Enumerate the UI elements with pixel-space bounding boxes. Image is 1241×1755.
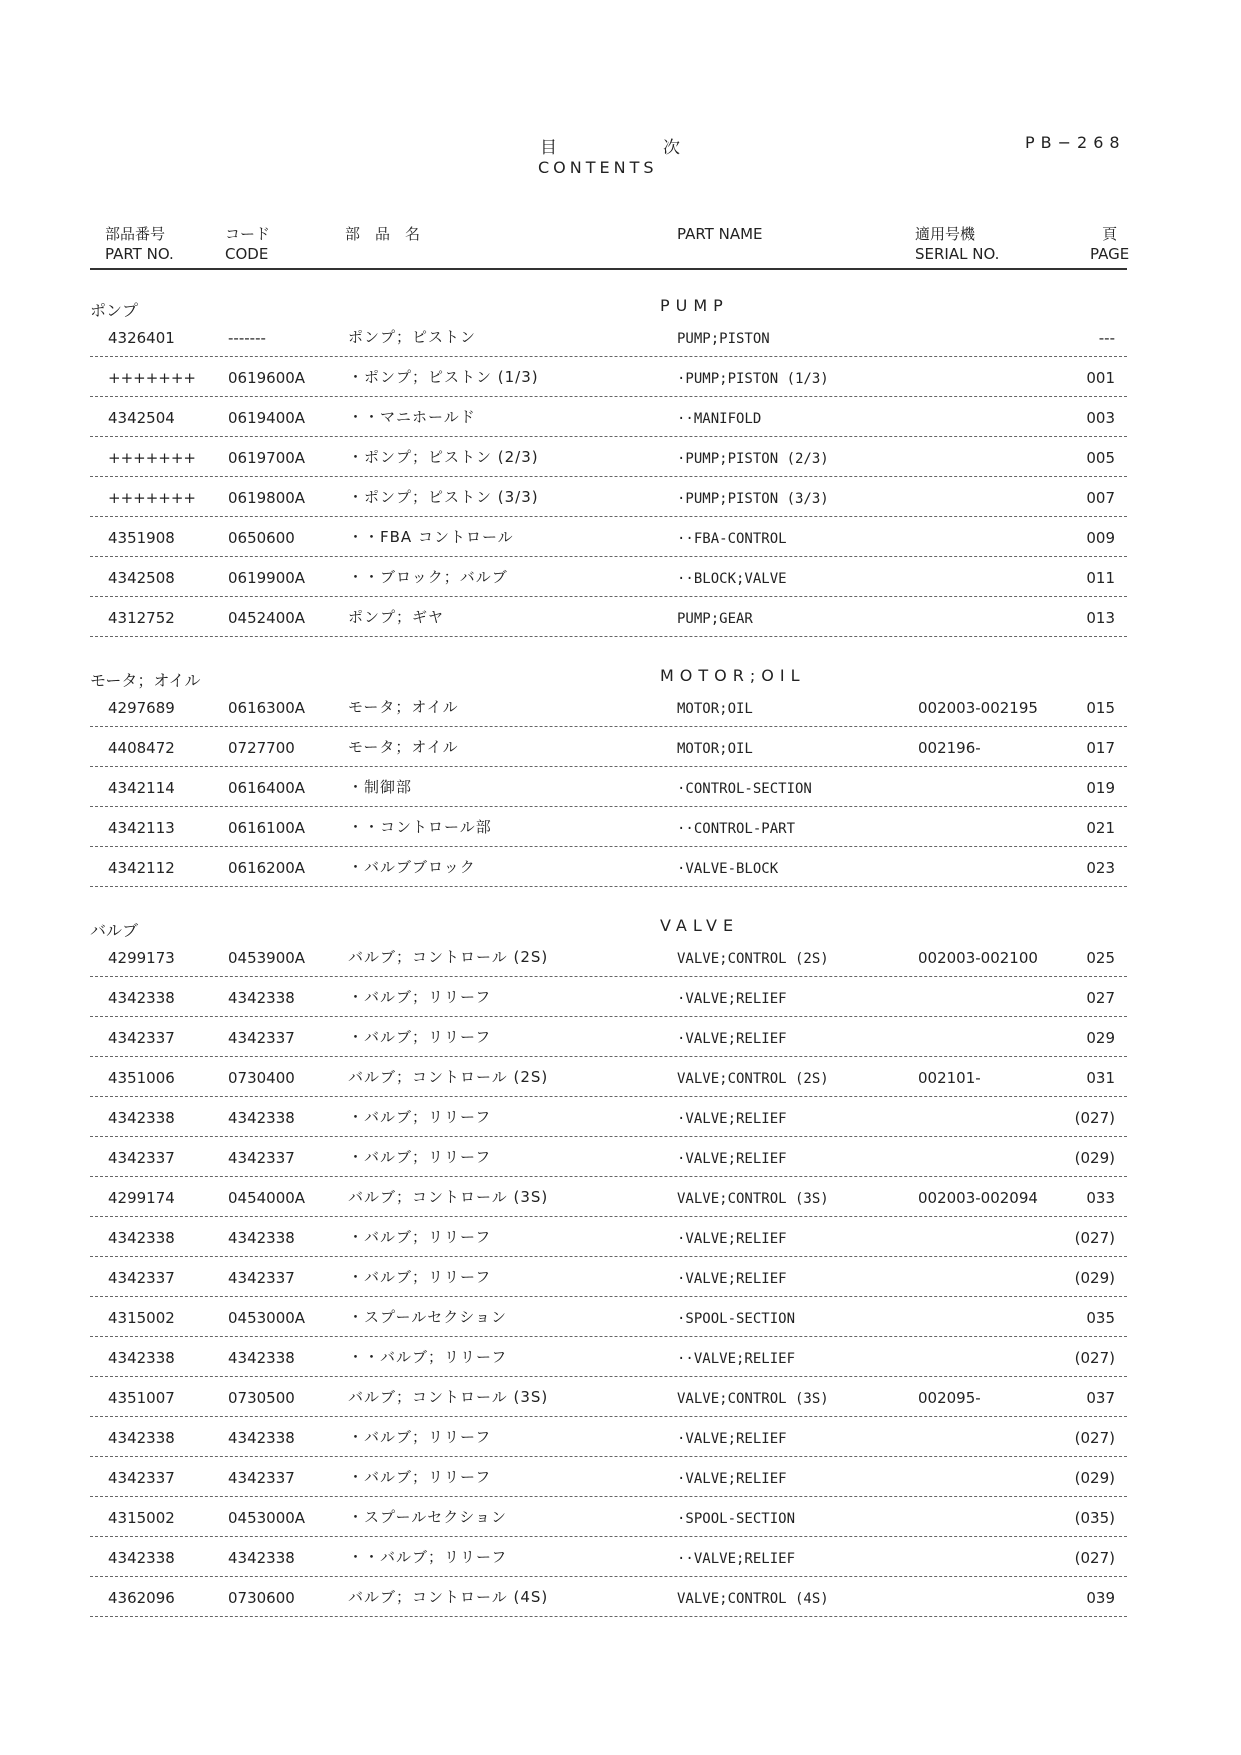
part-name-ja: ・・コントロール部 xyxy=(348,818,492,836)
col-head-name-en xyxy=(677,224,763,244)
part-code: 0619900A xyxy=(228,569,306,587)
part-code: 0619600A xyxy=(228,369,306,387)
part-code: 0616400A xyxy=(228,779,306,797)
part-code: 0453900A xyxy=(228,949,306,967)
page-ref: 009 xyxy=(1086,529,1115,547)
part-name-ja: ポンプ；ピストン xyxy=(348,328,477,346)
part-name-ja: モータ；オイル xyxy=(348,698,459,716)
table-row xyxy=(90,936,1127,977)
part-name-ja: ・バルブ；リリーフ xyxy=(348,1028,492,1046)
section-title-ja-motor: モータ；オイル xyxy=(90,671,201,690)
part-name-ja: ・・バルブ；リリーフ xyxy=(348,1548,508,1566)
part-code: 0616200A xyxy=(228,859,306,877)
part-name-en: MOTOR;OIL xyxy=(677,741,753,757)
part-name-ja: ・・バルブ；リリーフ xyxy=(348,1348,508,1366)
part-number: 4315002 xyxy=(108,1309,175,1327)
table-row xyxy=(90,806,1127,847)
header-rule xyxy=(90,268,1127,270)
table-row xyxy=(90,766,1127,807)
part-name-en: PUMP;GEAR xyxy=(677,611,753,627)
section-title-en-valve: VALVE xyxy=(660,916,740,935)
section-title-ja-valve: バルブ xyxy=(90,921,139,940)
page-ref: 001 xyxy=(1086,369,1115,387)
table-row xyxy=(90,976,1127,1017)
col-head-code-en: CODE xyxy=(225,245,269,263)
page-ref: 033 xyxy=(1086,1189,1115,1207)
col-head-part-no-en: PART NO. xyxy=(105,245,174,263)
table-row xyxy=(90,1216,1127,1257)
serial-number: 002003-002094 xyxy=(918,1189,1038,1207)
part-code: 4342338 xyxy=(228,1549,295,1567)
page-title-ja xyxy=(540,133,680,158)
table-row xyxy=(90,396,1127,437)
page-ref: --- xyxy=(1098,329,1115,347)
part-name-ja: ・制御部 xyxy=(348,778,413,796)
part-name-ja: ・バルブ；リリーフ xyxy=(348,988,492,1006)
part-number: 4342337 xyxy=(108,1469,175,1487)
serial-number: 002003-002100 xyxy=(918,949,1038,967)
table-row xyxy=(90,556,1127,597)
part-name-en: ·VALVE;RELIEF xyxy=(677,1271,787,1287)
part-number: 4342504 xyxy=(108,409,175,427)
col-head-name-ja xyxy=(345,224,420,244)
part-number: 4362096 xyxy=(108,1589,175,1607)
page-title-en: CONTENTS xyxy=(538,158,658,177)
part-name-ja: バルブ；コントロール (2S) xyxy=(348,1068,549,1086)
part-code: 0616300A xyxy=(228,699,306,717)
part-name-ja: ・スプールセクション xyxy=(348,1508,507,1526)
col-head-serial-en: SERIAL NO. xyxy=(915,245,1000,263)
part-name-en: VALVE;CONTROL (4S) xyxy=(677,1591,829,1607)
part-name-ja: ・バルブ；リリーフ xyxy=(348,1428,492,1446)
col-head-page-ja: 頁 xyxy=(1102,225,1118,243)
page-ref: 029 xyxy=(1086,1029,1115,1047)
part-name-en: ·PUMP;PISTON (3/3) xyxy=(677,491,829,507)
part-name-ja: ・ポンプ；ピストン (3/3) xyxy=(348,488,539,506)
table-row xyxy=(90,1256,1127,1297)
part-code: 0730600 xyxy=(228,1589,295,1607)
part-number: 4342337 xyxy=(108,1269,175,1287)
part-number: 4297689 xyxy=(108,699,175,717)
table-row xyxy=(90,1296,1127,1337)
part-number: 4408472 xyxy=(108,739,175,757)
part-code: 4342338 xyxy=(228,1349,295,1367)
part-code: 4342337 xyxy=(228,1029,295,1047)
part-name-en: VALVE;CONTROL (2S) xyxy=(677,1071,829,1087)
part-name-ja: ・・FBA コントロール xyxy=(348,528,514,546)
page-ref: (029) xyxy=(1074,1269,1115,1287)
part-name-ja: バルブ；コントロール (4S) xyxy=(348,1588,549,1606)
part-name-en: ·VALVE-BLOCK xyxy=(677,861,779,877)
table-row xyxy=(90,1136,1127,1177)
part-name-ja: ・バルブ；リリーフ xyxy=(348,1148,492,1166)
page-ref: 039 xyxy=(1086,1589,1115,1607)
part-number: 4326401 xyxy=(108,329,175,347)
page-ref: (027) xyxy=(1074,1109,1115,1127)
col-head-part-no-ja: 部品番号 xyxy=(105,225,166,243)
part-name-en: PUMP;PISTON xyxy=(677,331,770,347)
section-title-en-pump: PUMP xyxy=(660,296,729,315)
table-row xyxy=(90,356,1127,397)
part-code: 0453000A xyxy=(228,1509,306,1527)
serial-number: 002101- xyxy=(918,1069,981,1087)
table-row xyxy=(90,1376,1127,1417)
part-name-ja: ・スプールセクション xyxy=(348,1308,507,1326)
page-ref: 013 xyxy=(1086,609,1115,627)
part-code: 0730400 xyxy=(228,1069,295,1087)
table-row xyxy=(90,316,1127,357)
page-ref: 007 xyxy=(1086,489,1115,507)
col-head-part-no xyxy=(105,224,174,264)
table-row xyxy=(90,1336,1127,1377)
serial-number: 002095- xyxy=(918,1389,981,1407)
part-name-ja: モータ；オイル xyxy=(348,738,459,756)
part-code: ------- xyxy=(228,329,266,347)
part-name-ja: バルブ；コントロール (3S) xyxy=(348,1188,549,1206)
page-ref: 015 xyxy=(1086,699,1115,717)
table-row xyxy=(90,1056,1127,1097)
table-row xyxy=(90,686,1127,727)
part-code: 4342337 xyxy=(228,1269,295,1287)
part-code: 4342338 xyxy=(228,1229,295,1247)
part-code: 4342337 xyxy=(228,1149,295,1167)
part-name-ja: ・・マニホールド xyxy=(348,408,476,426)
part-number: 4315002 xyxy=(108,1509,175,1527)
part-name-en: ·PUMP;PISTON (2/3) xyxy=(677,451,829,467)
page-ref: (029) xyxy=(1074,1149,1115,1167)
part-number: 4342338 xyxy=(108,989,175,1007)
page-ref: (027) xyxy=(1074,1229,1115,1247)
page-ref: 019 xyxy=(1086,779,1115,797)
document-id: PB−268 xyxy=(1025,133,1126,152)
part-code: 0616100A xyxy=(228,819,306,837)
part-code: 0452400A xyxy=(228,609,306,627)
page-ref: 003 xyxy=(1086,409,1115,427)
part-name-en: ·VALVE;RELIEF xyxy=(677,1151,787,1167)
part-number: +++++++ xyxy=(108,449,196,467)
col-head-name-en-label: PART NAME xyxy=(677,225,763,243)
part-number: 4342338 xyxy=(108,1109,175,1127)
part-name-en: ·VALVE;RELIEF xyxy=(677,1031,787,1047)
part-name-ja: ・ポンプ；ピストン (1/3) xyxy=(348,368,539,386)
part-number: 4342112 xyxy=(108,859,175,877)
table-row xyxy=(90,1496,1127,1537)
page-ref: 035 xyxy=(1086,1309,1115,1327)
part-name-en: ··BLOCK;VALVE xyxy=(677,571,787,587)
part-number: 4299174 xyxy=(108,1189,175,1207)
part-code: 0619700A xyxy=(228,449,306,467)
part-name-en: ·SPOOL-SECTION xyxy=(677,1311,796,1327)
table-row xyxy=(90,476,1127,517)
page-ref: 023 xyxy=(1086,859,1115,877)
part-name-en: ·VALVE;RELIEF xyxy=(677,1231,787,1247)
part-name-en: ·VALVE;RELIEF xyxy=(677,1471,787,1487)
section-title-ja-pump: ポンプ xyxy=(90,301,139,320)
col-head-code xyxy=(225,224,270,264)
part-number: 4299173 xyxy=(108,949,175,967)
table-row xyxy=(90,596,1127,637)
col-head-code-ja: コード xyxy=(225,225,271,243)
part-name-en: ··CONTROL-PART xyxy=(677,821,796,837)
page-ref: 011 xyxy=(1086,569,1115,587)
page-ref: 027 xyxy=(1086,989,1115,1007)
part-name-ja: ・バルブ；リリーフ xyxy=(348,1108,492,1126)
part-number: 4342338 xyxy=(108,1429,175,1447)
part-number: 4351006 xyxy=(108,1069,175,1087)
part-number: 4342337 xyxy=(108,1149,175,1167)
part-code: 0453000A xyxy=(228,1309,306,1327)
part-number: 4312752 xyxy=(108,609,175,627)
part-name-en: ·VALVE;RELIEF xyxy=(677,1111,787,1127)
part-number: 4351007 xyxy=(108,1389,175,1407)
col-head-serial-ja: 適用号機 xyxy=(915,225,976,243)
col-head-serial xyxy=(915,224,999,264)
part-name-en: ··MANIFOLD xyxy=(677,411,762,427)
part-name-ja: バルブ；コントロール (3S) xyxy=(348,1388,549,1406)
part-number: 4342114 xyxy=(108,779,175,797)
table-row xyxy=(90,1096,1127,1137)
table-row xyxy=(90,436,1127,477)
part-number: 4342508 xyxy=(108,569,175,587)
col-head-page-en: PAGE xyxy=(1090,245,1130,263)
part-name-ja: ・バルブブロック xyxy=(348,858,476,876)
table-row xyxy=(90,1416,1127,1457)
part-name-en: ··FBA-CONTROL xyxy=(677,531,787,547)
page-ref: (027) xyxy=(1074,1549,1115,1567)
section-title-en-motor: MOTOR;OIL xyxy=(660,666,806,685)
page-ref: 031 xyxy=(1086,1069,1115,1087)
part-code: 4342338 xyxy=(228,989,295,1007)
col-head-page xyxy=(1090,224,1129,264)
page-ref: 025 xyxy=(1086,949,1115,967)
part-name-ja: ・・ブロック；バルブ xyxy=(348,568,508,586)
page-title-ja-1: 目 xyxy=(540,138,557,158)
part-code: 4342338 xyxy=(228,1109,295,1127)
table-row xyxy=(90,1536,1127,1577)
serial-number: 002003-002195 xyxy=(918,699,1038,717)
part-number: 4342113 xyxy=(108,819,175,837)
page-ref: 017 xyxy=(1086,739,1115,757)
page-title-ja-2: 次 xyxy=(663,138,680,158)
part-code: 0454000A xyxy=(228,1189,306,1207)
part-name-en: ··VALVE;RELIEF xyxy=(677,1551,796,1567)
part-code: 0727700 xyxy=(228,739,295,757)
part-number: 4342338 xyxy=(108,1349,175,1367)
part-number: 4342337 xyxy=(108,1029,175,1047)
part-name-en: ·PUMP;PISTON (1/3) xyxy=(677,371,829,387)
part-name-en: VALVE;CONTROL (3S) xyxy=(677,1191,829,1207)
part-name-en: ·VALVE;RELIEF xyxy=(677,1431,787,1447)
part-name-ja: ・バルブ；リリーフ xyxy=(348,1228,492,1246)
part-name-ja: ・バルブ；リリーフ xyxy=(348,1468,492,1486)
table-row xyxy=(90,1016,1127,1057)
part-number: +++++++ xyxy=(108,489,196,507)
part-number: 4342338 xyxy=(108,1549,175,1567)
part-name-en: VALVE;CONTROL (3S) xyxy=(677,1391,829,1407)
part-code: 0619400A xyxy=(228,409,306,427)
part-name-ja: ポンプ；ギヤ xyxy=(348,608,445,626)
part-code: 0619800A xyxy=(228,489,306,507)
part-code: 4342338 xyxy=(228,1429,295,1447)
page-ref: (027) xyxy=(1074,1429,1115,1447)
page-ref: 021 xyxy=(1086,819,1115,837)
part-name-en: ·CONTROL-SECTION xyxy=(677,781,812,797)
table-row xyxy=(90,846,1127,887)
table-row xyxy=(90,1456,1127,1497)
table-row xyxy=(90,1176,1127,1217)
part-number: +++++++ xyxy=(108,369,196,387)
part-name-en: VALVE;CONTROL (2S) xyxy=(677,951,829,967)
table-row xyxy=(90,516,1127,557)
part-name-ja: ・ポンプ；ピストン (2/3) xyxy=(348,448,539,466)
part-name-en: ·SPOOL-SECTION xyxy=(677,1511,796,1527)
page-ref: 005 xyxy=(1086,449,1115,467)
serial-number: 002196- xyxy=(918,739,981,757)
page-ref: 037 xyxy=(1086,1389,1115,1407)
table-row xyxy=(90,1576,1127,1617)
part-code: 0730500 xyxy=(228,1389,295,1407)
part-code: 0650600 xyxy=(228,529,295,547)
part-name-en: ··VALVE;RELIEF xyxy=(677,1351,796,1367)
page-ref: (029) xyxy=(1074,1469,1115,1487)
col-head-name-ja-label: 部 品 名 xyxy=(345,225,421,243)
part-name-ja: ・バルブ；リリーフ xyxy=(348,1268,492,1286)
page-ref: (035) xyxy=(1074,1509,1115,1527)
part-name-en: ·VALVE;RELIEF xyxy=(677,991,787,1007)
part-number: 4342338 xyxy=(108,1229,175,1247)
page-ref: (027) xyxy=(1074,1349,1115,1367)
part-name-ja: バルブ；コントロール (2S) xyxy=(348,948,549,966)
table-row xyxy=(90,726,1127,767)
part-number: 4351908 xyxy=(108,529,175,547)
part-code: 4342337 xyxy=(228,1469,295,1487)
part-name-en: MOTOR;OIL xyxy=(677,701,753,717)
